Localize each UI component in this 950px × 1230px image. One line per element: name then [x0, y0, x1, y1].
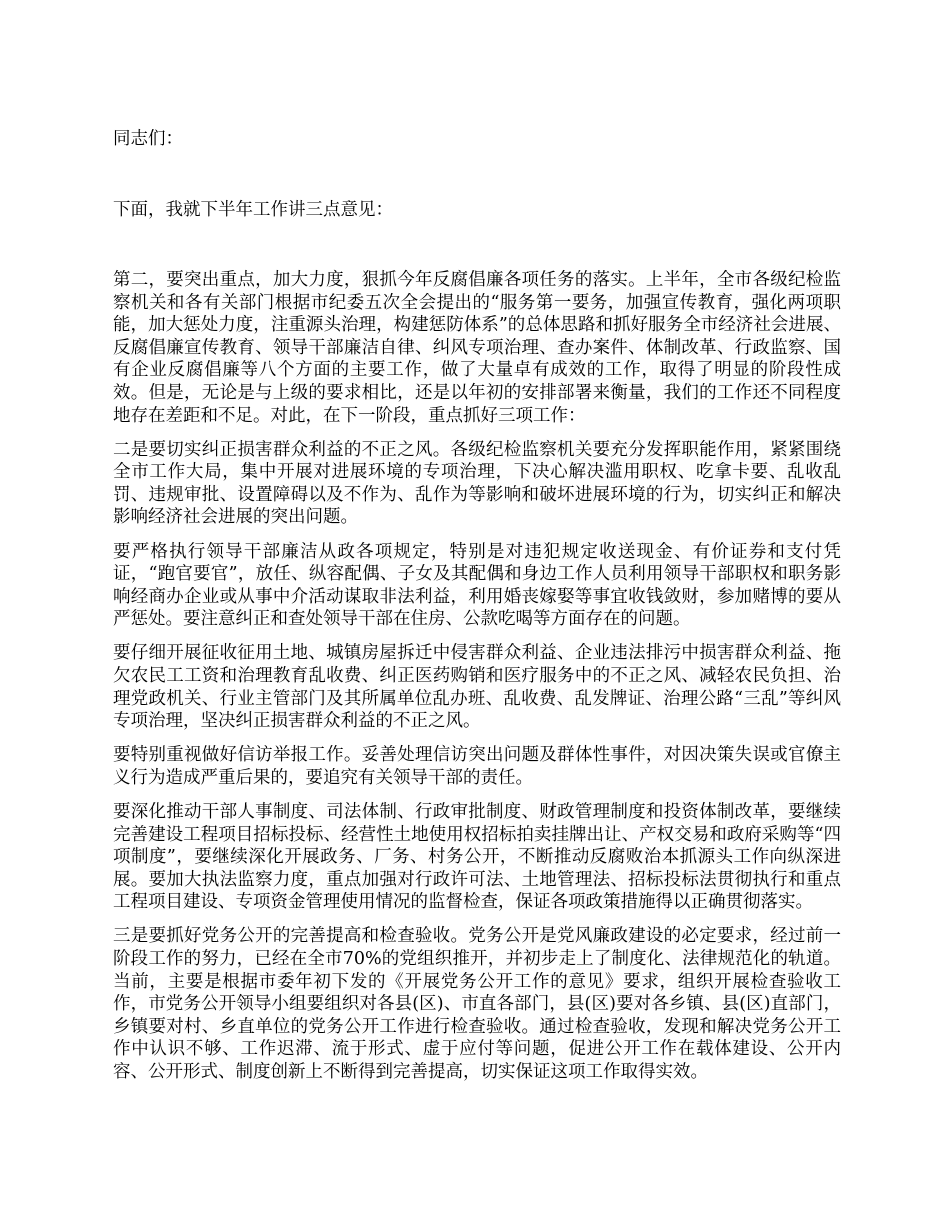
paragraph-2: 二是要切实纠正损害群众利益的不正之风。各级纪检监察机关要充分发挥职能作用，紧紧围绕全市工作大局，集中开展对进展环境的专项治理，下决心解决滥用职权、吃拿卡要、乱收乱罚、违规审批、设置障碍以及不作为、乱作为等影响和破坏进展环境的行为，切实纠正和解决影响经济社会进展的突出问题。 [113, 439, 841, 528]
greeting: 同志们： [113, 129, 183, 149]
paragraph-1: 第二，要突出重点，加大力度，狠抓今年反腐倡廉各项任务的落实。上半年，全市各级纪检监察机关和各有关部门根据市纪委五次全会提出的“服务第一要务，加强宣传教育，强化两项职能，加大惩处力度，注重源头治理，构建惩防体系”的总体思路和抓好服务全市经济社会进展、反腐倡廉宣传教育、领导干部廉洁自律、纠风专项治理、查办案件、体制改革、行政监察、国有企业反腐倡廉等八个方面的主要工作，做了大量卓有成效的工作，取得了明显的阶段性成效。但是，无论是与上级的要求相比，还是以年初的安排部署来衡量，我们的工作还不同程度地存在差距和不足。对此，在下一阶段，重点抓好三项工作： [113, 270, 841, 426]
document-page [113, 0, 841, 1230]
paragraph-6: 要深化推动干部人事制度、司法体制、行政审批制度、财政管理制度和投资体制改革，要继续完善建设工程项目招标投标、经营性土地使用权招标拍卖挂牌出让、产权交易和政府采购等“四项制度”，要继续深化开展政务、厂务、村务公开，不断推动反腐败治本抓源头工作向纵深进展。要加大执法监察力度，重点加强对行政许可法、土地管理法、招标投标法贯彻执行和重点工程项目建设、专项资金管理使用情况的监督检查，保证各项政策措施得以正确贯彻落实。 [113, 801, 841, 913]
document-body [113, 269, 841, 1095]
intro-line: 下面，我就下半年工作讲三点意见： [113, 200, 393, 220]
paragraph-4: 要仔细开展征收征用土地、城镇房屋拆迁中侵害群众利益、企业违法排污中损害群众利益、拖欠农民工工资和治理教育乱收费、纠正医药购销和医疗服务中的不正之风、减轻农民负担、治理党政机关、行业主管部门及其所属单位乱办班、乱收费、乱发牌证、治理公路“三乱”等纠风专项治理，坚决纠正损害群众利益的不正之风。 [113, 643, 841, 732]
paragraph-7: 三是要抓好党务公开的完善提高和检查验收。党务公开是党风廉政建设的必定要求，经过前一阶段工作的努力，已经在全市70%的党组织推开，并初步走上了制度化、法律规范化的轨道。当前，主要是根据市委年初下发的《开展党务公开工作的意见》要求，组织开展检查验收工作，市党务公开领导小组要组织对各县(区)、市直各部门，县(区)要对各乡镇、县(区)直部门，乡镇要对村、乡直单位的党务公开工作进行检查验收。通过检查验收，发现和解决党务公开工作中认识不够、工作迟滞、流于形式、虚于应付等问题，促进公开工作在载体建设、公开内容、公开形式、制度创新上不断得到完善提高，切实保证这项工作取得实效。 [113, 926, 841, 1082]
paragraph-3: 要严格执行领导干部廉洁从政各项规定，特别是对违犯规定收送现金、有价证券和支付凭证，“跑官要官”，放任、纵容配偶、子女及其配偶和身边工作人员利用领导干部职权和职务影响经商办企业或从事中介活动谋取非法利益，利用婚丧嫁娶等事宜收钱敛财，参加赌博的要从严惩处。要注意纠正和查处领导干部在住房、公款吃喝等方面存在的问题。 [113, 541, 841, 630]
paragraph-5: 要特别重视做好信访举报工作。妥善处理信访突出问题及群体性事件，对因决策失误或官僚主义行为造成严重后果的，要追究有关领导干部的责任。 [113, 745, 841, 788]
